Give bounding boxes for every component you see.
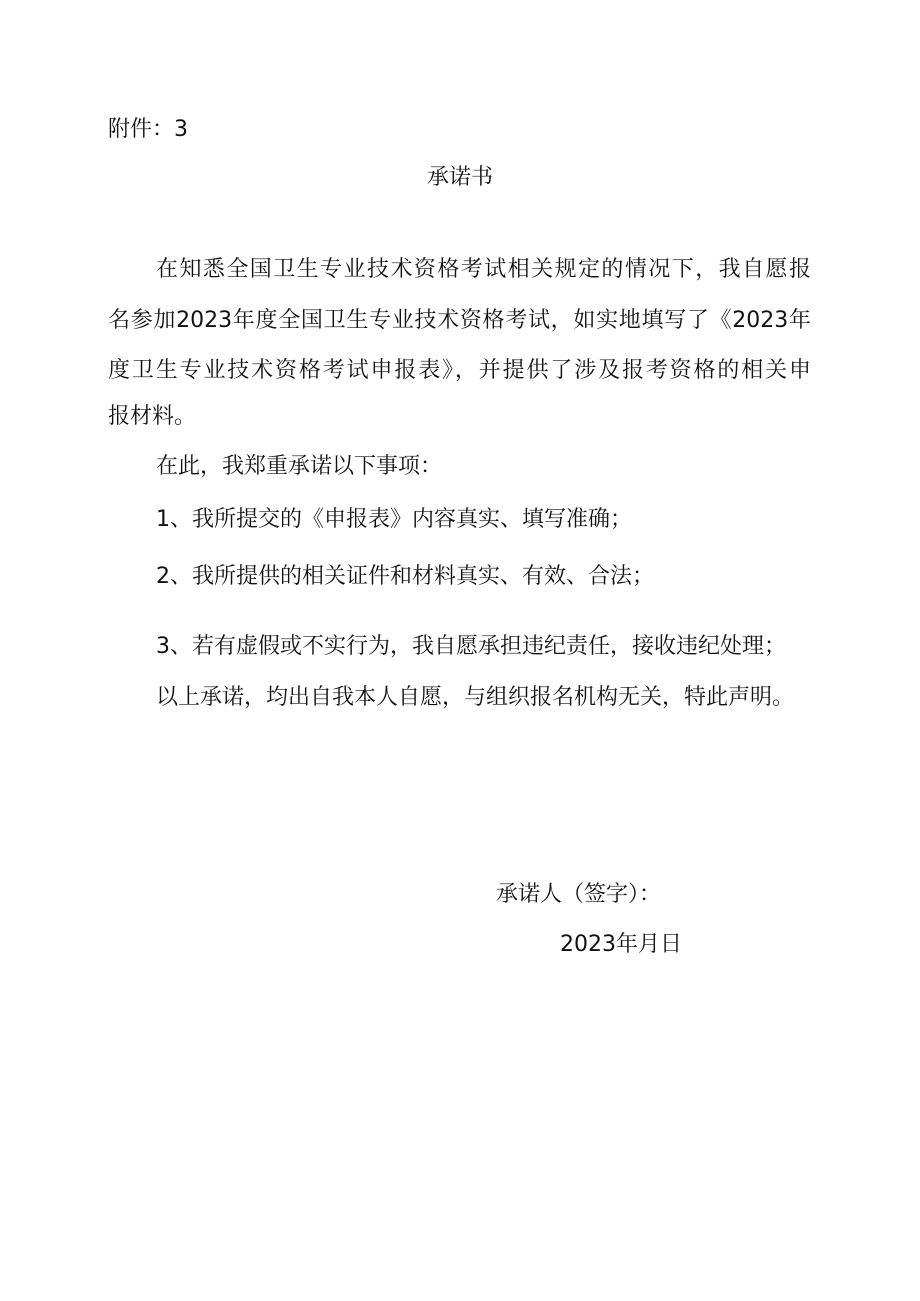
intro-line-1: 在知悉全国卫生专业技术资格考试相关规定的情况下，我自愿报 [156, 257, 811, 282]
date-line: 2023年月日 [560, 932, 682, 957]
declaration-lead: 在此，我郑重承诺以下事项： [156, 454, 443, 479]
commitment-item-2: 2、我所提供的相关证件和材料真实、有效、合法； [156, 564, 654, 589]
document-title: 承诺书 [427, 165, 494, 190]
signature-label: 承诺人（签字）： [496, 882, 662, 907]
closing-statement: 以上承诺，均出自我本人自愿，与组织报名机构无关，特此声明。 [156, 685, 795, 710]
intro-line-2: 名参加2023年度全国卫生专业技术资格考试，如实地填写了《2023年 [108, 308, 811, 333]
commitment-item-1: 1、我所提交的《申报表》内容真实、填写准确； [156, 507, 632, 532]
intro-line-3: 度卫生专业技术资格考试申报表》，并提供了涉及报考资格的相关申 [108, 358, 811, 383]
commitment-item-3: 3、若有虚假或不实行为，我自愿承担违纪责任，接收违纪处理； [156, 634, 786, 659]
attachment-label: 附件：3 [108, 117, 188, 142]
intro-line-4: 报材料。 [108, 404, 197, 429]
